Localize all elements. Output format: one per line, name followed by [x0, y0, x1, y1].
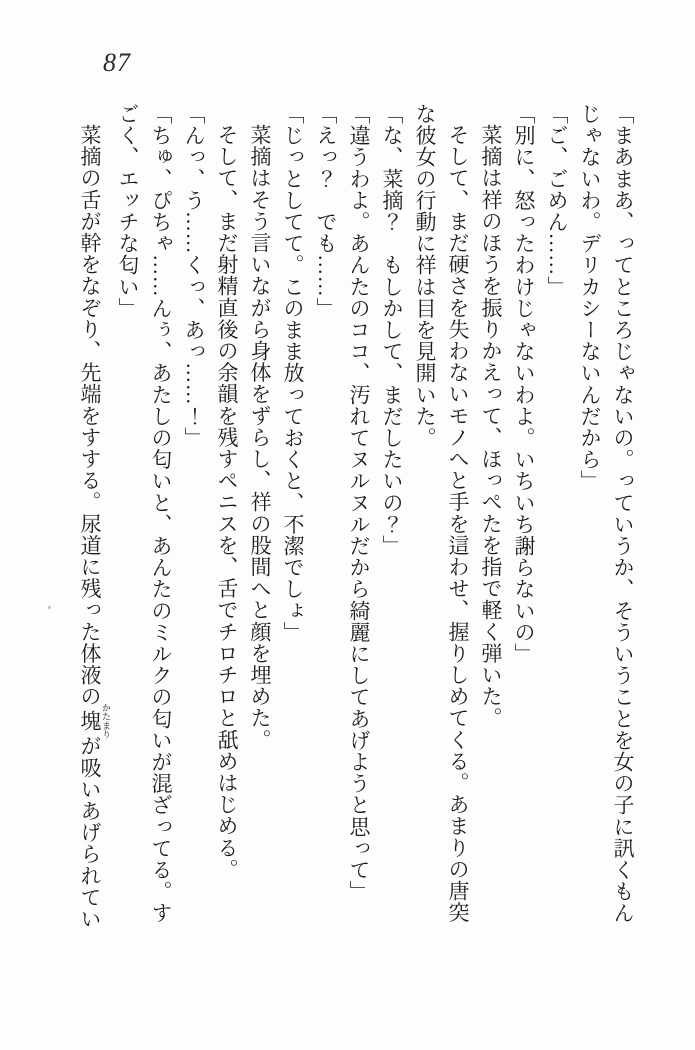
page-number: 87 — [103, 48, 131, 77]
text-line: 「違うわよ。あんたのココ、汚れてヌルヌルだから綺麗にしてあげようと思って」 — [347, 103, 371, 903]
text-line: 「えっ？ でも……」 — [314, 103, 338, 319]
text-columns — [73, 103, 639, 949]
text-line: 菜摘はそう言いながら身体をずらし、祥の股間へと顔を埋めた。 — [248, 124, 272, 751]
text-line: 菜摘は祥のほうを振りかえって、ほっぺたを指で軽く弾いた。 — [479, 124, 503, 729]
text-line: 「んっ、う……くっ、あっ……！」 — [182, 103, 206, 449]
text-line: そして、まだ射精直後の余韻を残すペニスを、舌でチロチロと舐めはじめる。 — [215, 124, 239, 880]
text-line: な彼女の行動に祥は目を見開いた。 — [413, 103, 437, 449]
text-line: 「じっとしてて。このまま放っておくと、不潔でしょ」 — [281, 103, 305, 643]
furigana: かたまり — [101, 703, 111, 740]
text-line: 菜摘の舌が幹をなぞり、先端をすする。尿道に残った体液の塊 かたまりが吸いあげられてい — [78, 124, 111, 930]
text-line: 「ご、ごめん……」 — [545, 103, 569, 298]
text-line: そして、まだ硬さを失わないモノへと手を這わせ、握りしめてくる。あまりの唐突 — [446, 124, 470, 924]
text-line: 「別に、怒ったわけじゃないわよ。いちいち謝らないの」 — [512, 103, 536, 665]
ruby-annotated-word: 塊 かたまり — [78, 703, 111, 740]
text-line: 「な、菜摘？ もしかして、まだしたいの？」 — [380, 103, 404, 557]
text-line: 「まあまあ、ってところじゃないの。っていうか、そういうことを女の子に訊くもん — [611, 103, 635, 924]
text-line: ごく、エッチな匂い」 — [116, 103, 140, 319]
text-line: じゃないわ。デリカシーないんだから」 — [578, 103, 602, 492]
text-line: 「ちゅ、ぴちゃ……んぅ、あたしの匂いと、あんたのミルクの匂いが混ざってる。す — [149, 103, 173, 924]
scan-speck — [48, 606, 51, 609]
